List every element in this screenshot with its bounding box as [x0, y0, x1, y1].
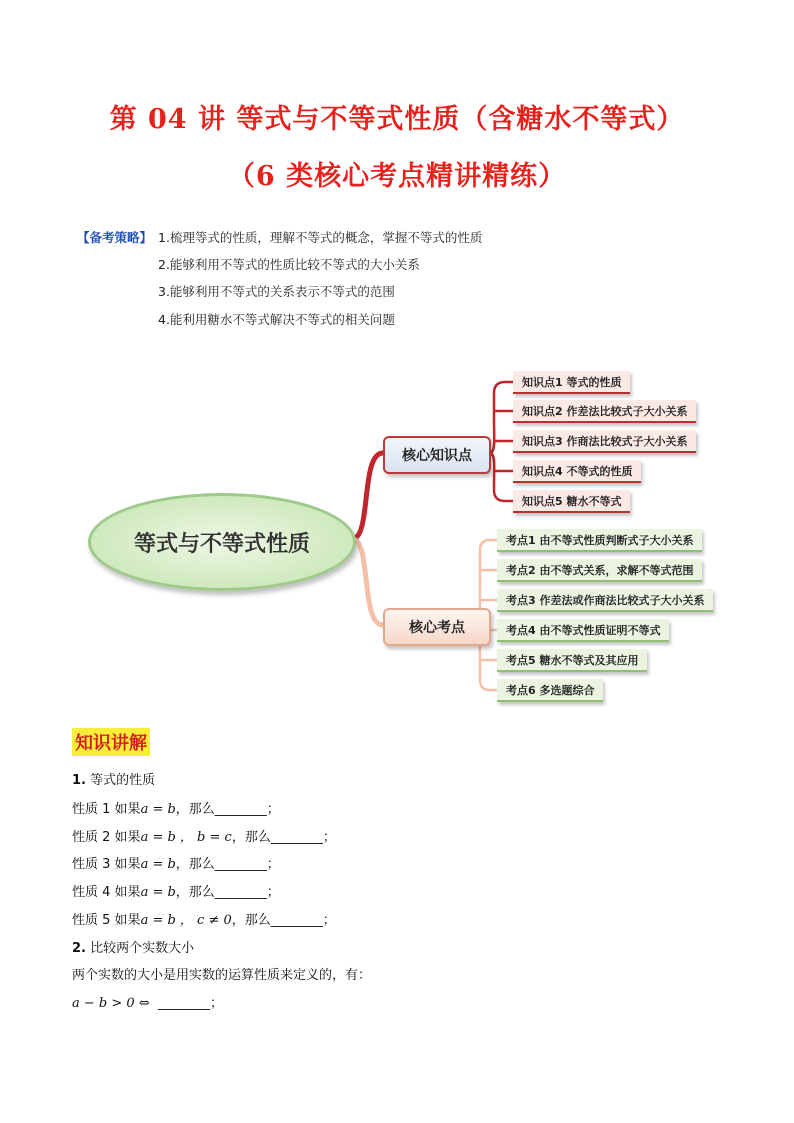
section-title: 知识讲解 [72, 728, 150, 756]
mindmap-leaf-knowledge-5: 知识点5 糖水不等式 [513, 490, 630, 513]
property-line-4 [72, 881, 280, 900]
property-label: 性质 3 [72, 857, 111, 872]
property-line-3 [72, 853, 280, 872]
formula-blank: ________； [157, 996, 223, 1011]
strategy-item-2: 2.能够利用不等式的性质比较不等式的大小关系 [158, 257, 420, 272]
strategy-item-4: 4.能利用糖水不等式解决不等式的相关问题 [158, 312, 395, 327]
property-line-2 [72, 826, 336, 845]
property-condition: a = b [140, 885, 176, 900]
mindmap-leaf-knowledge-3: 知识点3 作商法比较式子大小关系 [513, 430, 696, 453]
heading-text: 比较两个实数大小 [90, 941, 195, 956]
property-if: 如果 [114, 885, 141, 900]
property-if: 如果 [114, 857, 141, 872]
page-title-line1: 第 04 讲 等式与不等式性质（含糖水不等式） [109, 104, 685, 135]
strategy-item-3: 3.能够利用不等式的关系表示不等式的范围 [158, 284, 395, 299]
compare-description: 两个实数的大小是用实数的运算性质来定义的，有： [72, 968, 372, 983]
property-if: 如果 [114, 802, 141, 817]
bracket-knowledge [489, 382, 513, 453]
mindmap-leaf-exam-1: 考点1 由不等式性质判断式子大小关系 [497, 529, 702, 552]
mindmap-leaf-exam-4: 考点4 由不等式性质证明不等式 [497, 619, 669, 642]
heading-text: 等式的性质 [90, 773, 156, 788]
property-blank: ，那么________； [175, 802, 280, 817]
property-label: 性质 2 [72, 830, 111, 845]
property-if: 如果 [114, 830, 141, 845]
mindmap-leaf-knowledge-1: 知识点1 等式的性质 [513, 371, 630, 394]
heading-compare-reals [72, 937, 194, 956]
compare-formula [72, 992, 223, 1011]
property-condition: a = b [140, 857, 176, 872]
strategy-tag: 【备考策略】 [77, 230, 153, 245]
property-label: 性质 1 [72, 802, 111, 817]
mindmap-branch-exam: 核心考点 [383, 608, 491, 646]
mindmap-root: 等式与不等式性质 [88, 493, 356, 591]
formula-expression: a − b > 0 ⇔ [72, 996, 150, 1011]
mindmap-leaf-exam-6: 考点6 多选题综合 [497, 679, 603, 702]
strategy-item-1: 1.梳理等式的性质，理解不等式的概念，掌握不等式的性质 [158, 230, 483, 245]
page-title-line2: （6 类核心考点精讲精练） [227, 161, 567, 192]
property-blank: ，那么________； [231, 830, 336, 845]
property-blank: ，那么________； [231, 913, 336, 928]
connector-root-knowledge [352, 453, 383, 539]
property-line-5 [72, 909, 336, 928]
property-label: 性质 4 [72, 885, 111, 900]
heading-number: 1. [72, 773, 86, 788]
property-blank: ，那么________； [175, 857, 280, 872]
property-condition: a = b ， b = c [140, 830, 232, 845]
connector-root-exam [352, 539, 383, 625]
mindmap-leaf-knowledge-4: 知识点4 不等式的性质 [513, 460, 641, 483]
property-condition: a = b [140, 802, 176, 817]
heading-number: 2. [72, 941, 86, 956]
property-condition: a = b ， c ≠ 0 [140, 913, 232, 928]
mindmap-leaf-exam-3: 考点3 作差法或作商法比较式子大小关系 [497, 589, 713, 612]
mindmap-leaf-exam-5: 考点5 糖水不等式及其应用 [497, 649, 647, 672]
property-blank: ，那么________； [175, 885, 280, 900]
mindmap-branch-knowledge: 核心知识点 [383, 436, 491, 474]
property-label: 性质 5 [72, 913, 111, 928]
heading-equality-properties [72, 769, 155, 788]
mindmap-leaf-exam-2: 考点2 由不等式关系，求解不等式范围 [497, 559, 702, 582]
mindmap-leaf-knowledge-2: 知识点2 作差法比较式子大小关系 [513, 400, 696, 423]
property-if: 如果 [114, 913, 141, 928]
property-line-1 [72, 798, 280, 817]
